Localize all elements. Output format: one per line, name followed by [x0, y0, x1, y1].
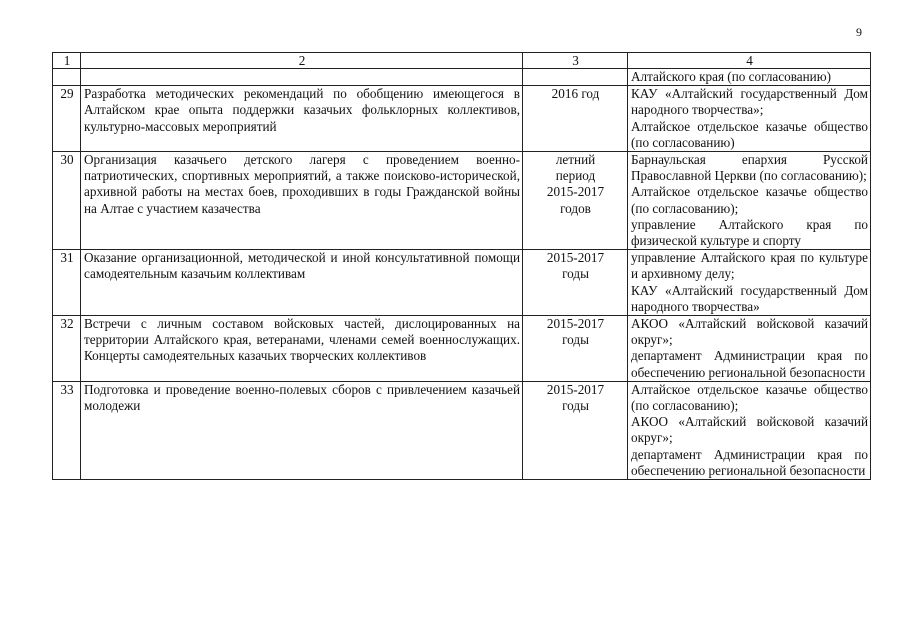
measure-description: Встречи с личным составом войсковых частей, дислоцированных на территории Алтайского края, ветеранами, членами семей военнослужащих. Концерты самодеятельных казачьих творческих коллективов	[81, 316, 523, 382]
executor-item: АКОО «Алтайский войсковой казачий округ»;	[631, 414, 868, 446]
measure-executors	[628, 152, 871, 250]
measure-description: Разработка методических рекомендаций по обобщению имеющегося в Алтайском крае опыта поддержки казачьих фольклорных коллективов, культурно-массовых мероприятий	[81, 86, 523, 152]
term-line: 2016 год	[551, 86, 600, 102]
measure-executors	[628, 86, 871, 152]
row-number: 31	[53, 250, 81, 316]
term-line: годы	[562, 398, 589, 414]
measure-executors	[628, 381, 871, 479]
measure-executors	[628, 69, 871, 86]
executor-item: АКОО «Алтайский войсковой казачий округ»;	[631, 316, 868, 348]
row-number: 29	[53, 86, 81, 152]
executor-item: управление Алтайского края по культуре и архивному делу;	[631, 250, 868, 282]
executor-item: Алтайское отдельское казачье общество (по согласованию);	[631, 184, 868, 216]
measure-executors	[628, 316, 871, 382]
term-line: летний	[555, 152, 596, 168]
measure-executors	[628, 250, 871, 316]
measure-term	[523, 152, 628, 250]
measures-table	[52, 52, 871, 480]
column-header-4: 4	[628, 53, 871, 69]
term-line: годов	[560, 200, 591, 216]
executor-item: управление Алтайского края по физической культуре и спорту	[631, 216, 868, 249]
executor-item: департамент Администрации края по обеспечению региональной безопасности	[631, 348, 868, 380]
term-line: период	[555, 168, 596, 184]
executor-item: Алтайское отдельское казачье общество (по согласованию);	[631, 381, 868, 414]
table-row	[53, 316, 871, 382]
table-row	[53, 86, 871, 152]
measure-description: Подготовка и проведение военно-полевых сборов с привлечением казачьей молодежи	[81, 381, 523, 479]
term-line: 2015-2017	[546, 250, 605, 266]
term-line: годы	[562, 332, 589, 348]
measure-term	[523, 69, 628, 86]
column-header-1: 1	[53, 53, 81, 69]
executor-item: Алтайское отдельское казачье общество (по согласованию)	[631, 118, 868, 150]
measure-description: Оказание организационной, методической и иной консультативной помощи самодеятельным казачьим коллективам	[81, 250, 523, 316]
row-number: 30	[53, 152, 81, 250]
term-line: 2015-2017	[546, 184, 605, 200]
page-number: 9	[856, 25, 862, 39]
measure-term	[523, 250, 628, 316]
table-body	[53, 69, 871, 480]
row-number: 33	[53, 381, 81, 479]
executor-item: Барнаульская епархия Русской Православной Церкви (по согласованию);	[631, 152, 868, 184]
measure-term	[523, 316, 628, 382]
executor-item: департамент Администрации края по обеспечению региональной безопасности	[631, 446, 868, 478]
measure-term	[523, 381, 628, 479]
table-row	[53, 250, 871, 316]
measure-description	[81, 69, 523, 86]
column-header-3: 3	[523, 53, 628, 69]
row-number: 32	[53, 316, 81, 382]
table-row	[53, 381, 871, 479]
measure-description: Организация казачьего детского лагеря с проведением военно-патриотических, спортивных мероприятий, а также поисково-исторической, архивной работы на местах боев, проходивших в годы Гражданской войны на Алтае с участием казачества	[81, 152, 523, 250]
term-line: 2015-2017	[546, 316, 605, 332]
term-line: 2015-2017	[546, 381, 605, 397]
executor-item: КАУ «Алтайский государственный Дом народного творчества»;	[631, 86, 868, 118]
header-row	[53, 53, 871, 69]
row-number	[53, 69, 81, 86]
column-header-2: 2	[81, 53, 523, 69]
executor-item: КАУ «Алтайский государственный Дом народного творчества»	[631, 282, 868, 314]
table-row	[53, 152, 871, 250]
executor-item: Алтайского края (по согласованию)	[631, 69, 831, 84]
measure-term	[523, 86, 628, 152]
table-row	[53, 69, 871, 86]
term-line: годы	[562, 266, 589, 282]
